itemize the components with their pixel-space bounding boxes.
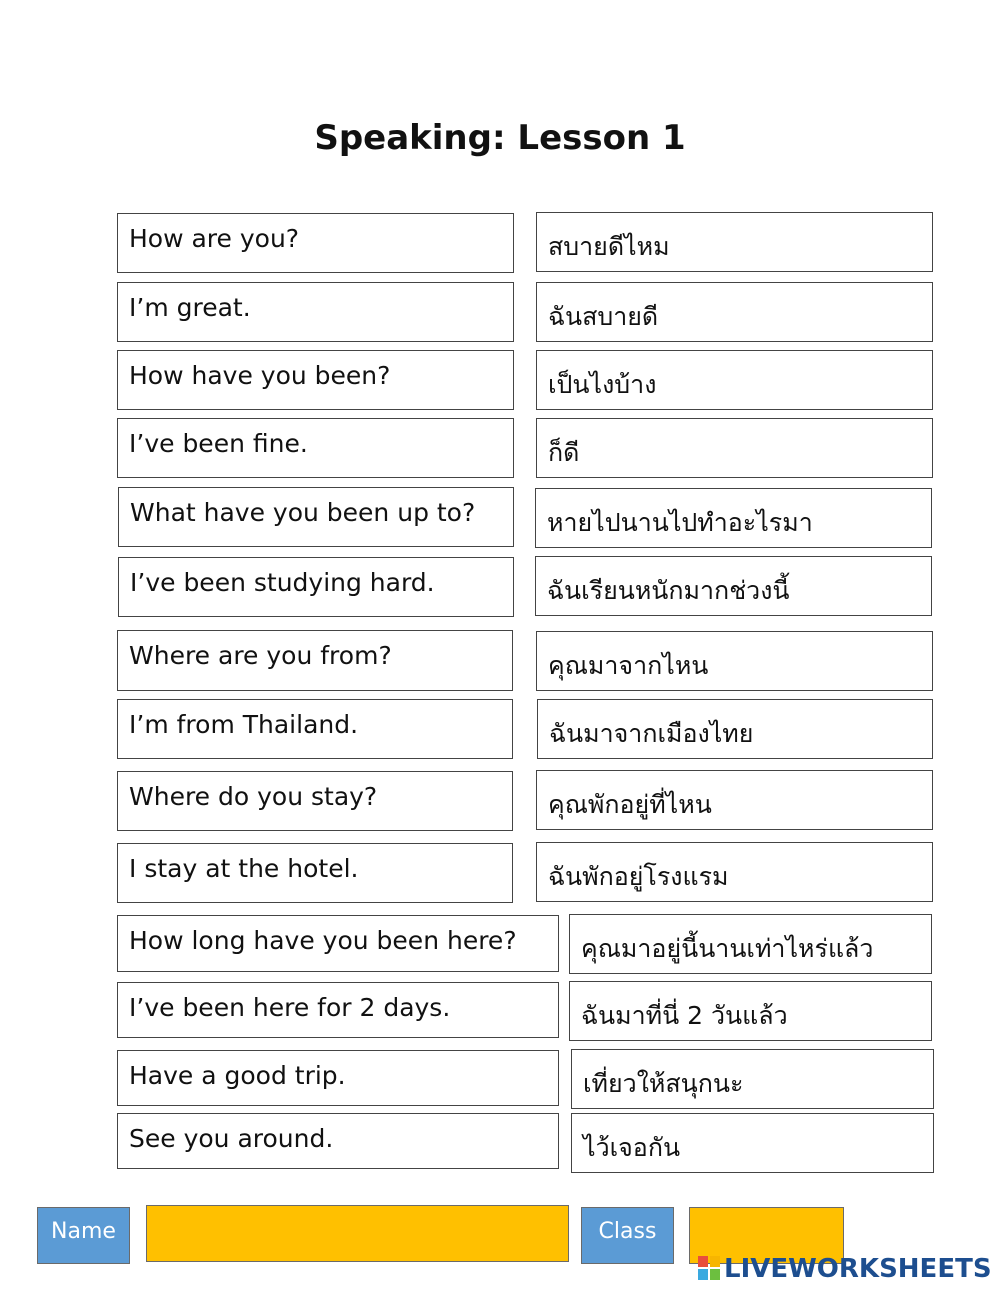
name-label: Name — [37, 1207, 130, 1264]
phrase-english: I’m great. — [117, 282, 514, 342]
phrase-thai: ก็ดี — [536, 418, 933, 478]
phrase-english: I stay at the hotel. — [117, 843, 513, 903]
phrase-english: I’m from Thailand. — [117, 699, 513, 759]
phrase-english: How have you been? — [117, 350, 514, 410]
phrase-english: Have a good trip. — [117, 1050, 559, 1106]
phrase-english: Where do you stay? — [117, 771, 513, 831]
phrase-english: Where are you from? — [117, 630, 513, 691]
phrase-thai: คุณมาจากไหน — [536, 631, 933, 691]
phrase-thai: ฉันมาจากเมืองไทย — [537, 699, 933, 759]
phrase-thai: คุณพักอยู่ที่ไหน — [536, 770, 933, 830]
liveworksheets-logo — [698, 1252, 992, 1286]
page-title: Speaking: Lesson 1 — [314, 118, 686, 158]
phrase-thai: เป็นไงบ้าง — [536, 350, 933, 410]
phrase-english: How long have you been here? — [117, 915, 559, 972]
phrase-english: How are you? — [117, 213, 514, 273]
phrase-thai: ฉันพักอยู่โรงแรม — [536, 842, 933, 902]
phrase-thai: ฉันเรียนหนักมากช่วงนี้ — [535, 556, 932, 616]
phrase-thai: ฉันมาที่นี่ 2 วันแล้ว — [569, 981, 932, 1041]
phrase-english: I’ve been here for 2 days. — [117, 982, 559, 1038]
phrase-english: What have you been up to? — [118, 487, 514, 547]
phrase-thai: เที่ยวให้สนุกนะ — [571, 1049, 934, 1109]
phrase-thai: สบายดีไหม — [536, 212, 933, 272]
class-label: Class — [581, 1207, 674, 1264]
logo-text: LIVEWORKSHEETS — [724, 1254, 992, 1284]
phrase-thai: หายไปนานไปทำอะไรมา — [535, 488, 932, 548]
phrase-english: I’ve been fine. — [117, 418, 514, 478]
phrase-thai: ฉันสบายดี — [536, 282, 933, 342]
phrase-thai: คุณมาอยู่นี้นานเท่าไหร่แล้ว — [569, 914, 932, 974]
phrase-english: See you around. — [117, 1113, 559, 1169]
phrase-english: I’ve been studying hard. — [118, 557, 514, 617]
liveworksheets-logo-icon — [698, 1256, 722, 1282]
name-field[interactable] — [146, 1205, 569, 1262]
phrase-thai: ไว้เจอกัน — [571, 1113, 934, 1173]
